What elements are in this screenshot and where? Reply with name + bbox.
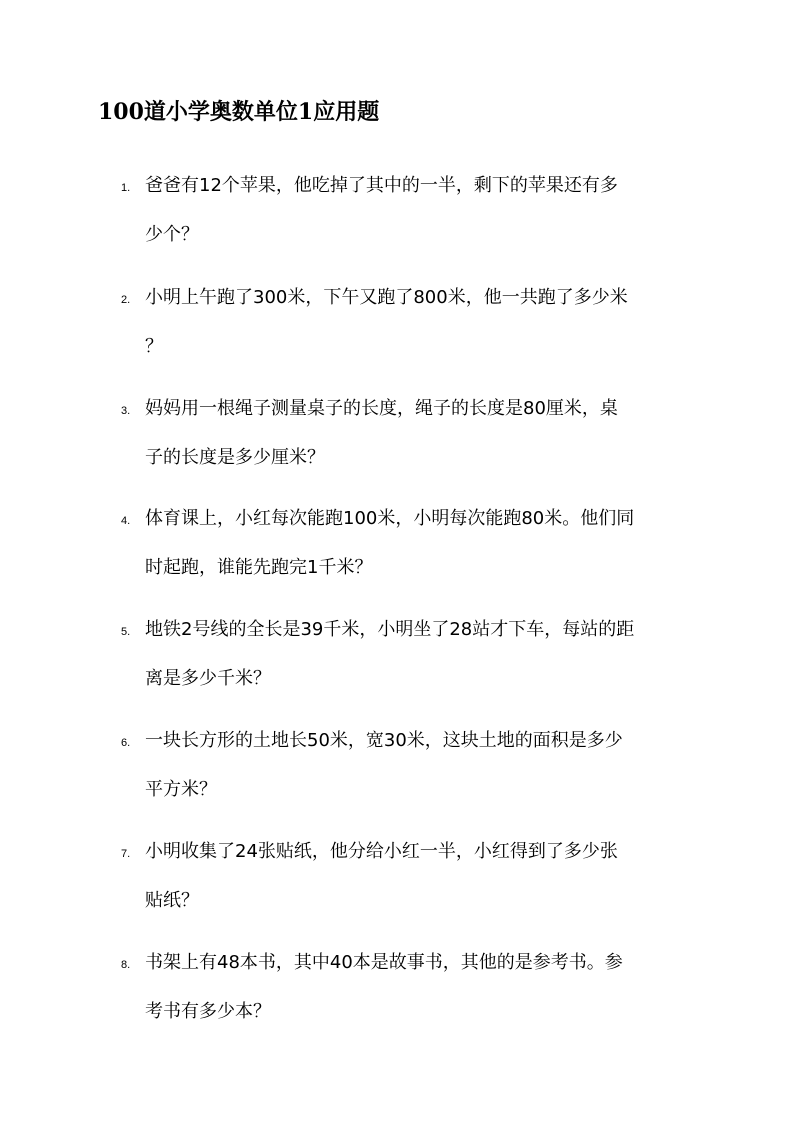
- question-number: 1.: [121, 182, 131, 194]
- document-title: 100道小学奥数单位1应用题: [98, 99, 380, 125]
- question-text-line: 离是多少千米？: [145, 668, 271, 689]
- question-text-line: 小明收集了24张贴纸，他分给小红一半，小红得到了多少张: [145, 841, 618, 862]
- question-text-line: 子的长度是多少厘米？: [145, 447, 325, 468]
- question-text-line: 书架上有48本书，其中40本是故事书，其他的是参考书。参: [145, 952, 623, 973]
- question-number: 8.: [121, 959, 131, 971]
- question-text-line: 地铁2号线的全长是39千米，小明坐了28站才下车，每站的距: [145, 619, 635, 640]
- question-text-line: 一块长方形的土地长50米，宽30米，这块土地的面积是多少: [145, 730, 623, 751]
- question-text-line: 考书有多少本？: [145, 1001, 271, 1022]
- question-text-line: 体育课上，小红每次能跑100米，小明每次能跑80米。他们同: [145, 508, 635, 529]
- question-text-line: ？: [145, 336, 163, 357]
- question-text-line: 少个？: [145, 224, 199, 245]
- question-number: 4.: [121, 515, 131, 527]
- question-number: 5.: [121, 626, 131, 638]
- question-text-line: 平方米？: [145, 779, 217, 800]
- question-text-line: 小明上午跑了300米，下午又跑了800米，他一共跑了多少米: [145, 287, 628, 308]
- question-text-line: 时起跑，谁能先跑完1千米？: [145, 557, 373, 578]
- question-number: 7.: [121, 848, 131, 860]
- question-text-line: 贴纸？: [145, 890, 199, 911]
- question-number: 3.: [121, 405, 131, 417]
- question-text-line: 妈妈用一根绳子测量桌子的长度，绳子的长度是80厘米，桌: [145, 398, 618, 419]
- question-number: 2.: [121, 294, 131, 306]
- question-number: 6.: [121, 737, 131, 749]
- question-text-line: 爸爸有12个苹果，他吃掉了其中的一半，剩下的苹果还有多: [145, 175, 618, 196]
